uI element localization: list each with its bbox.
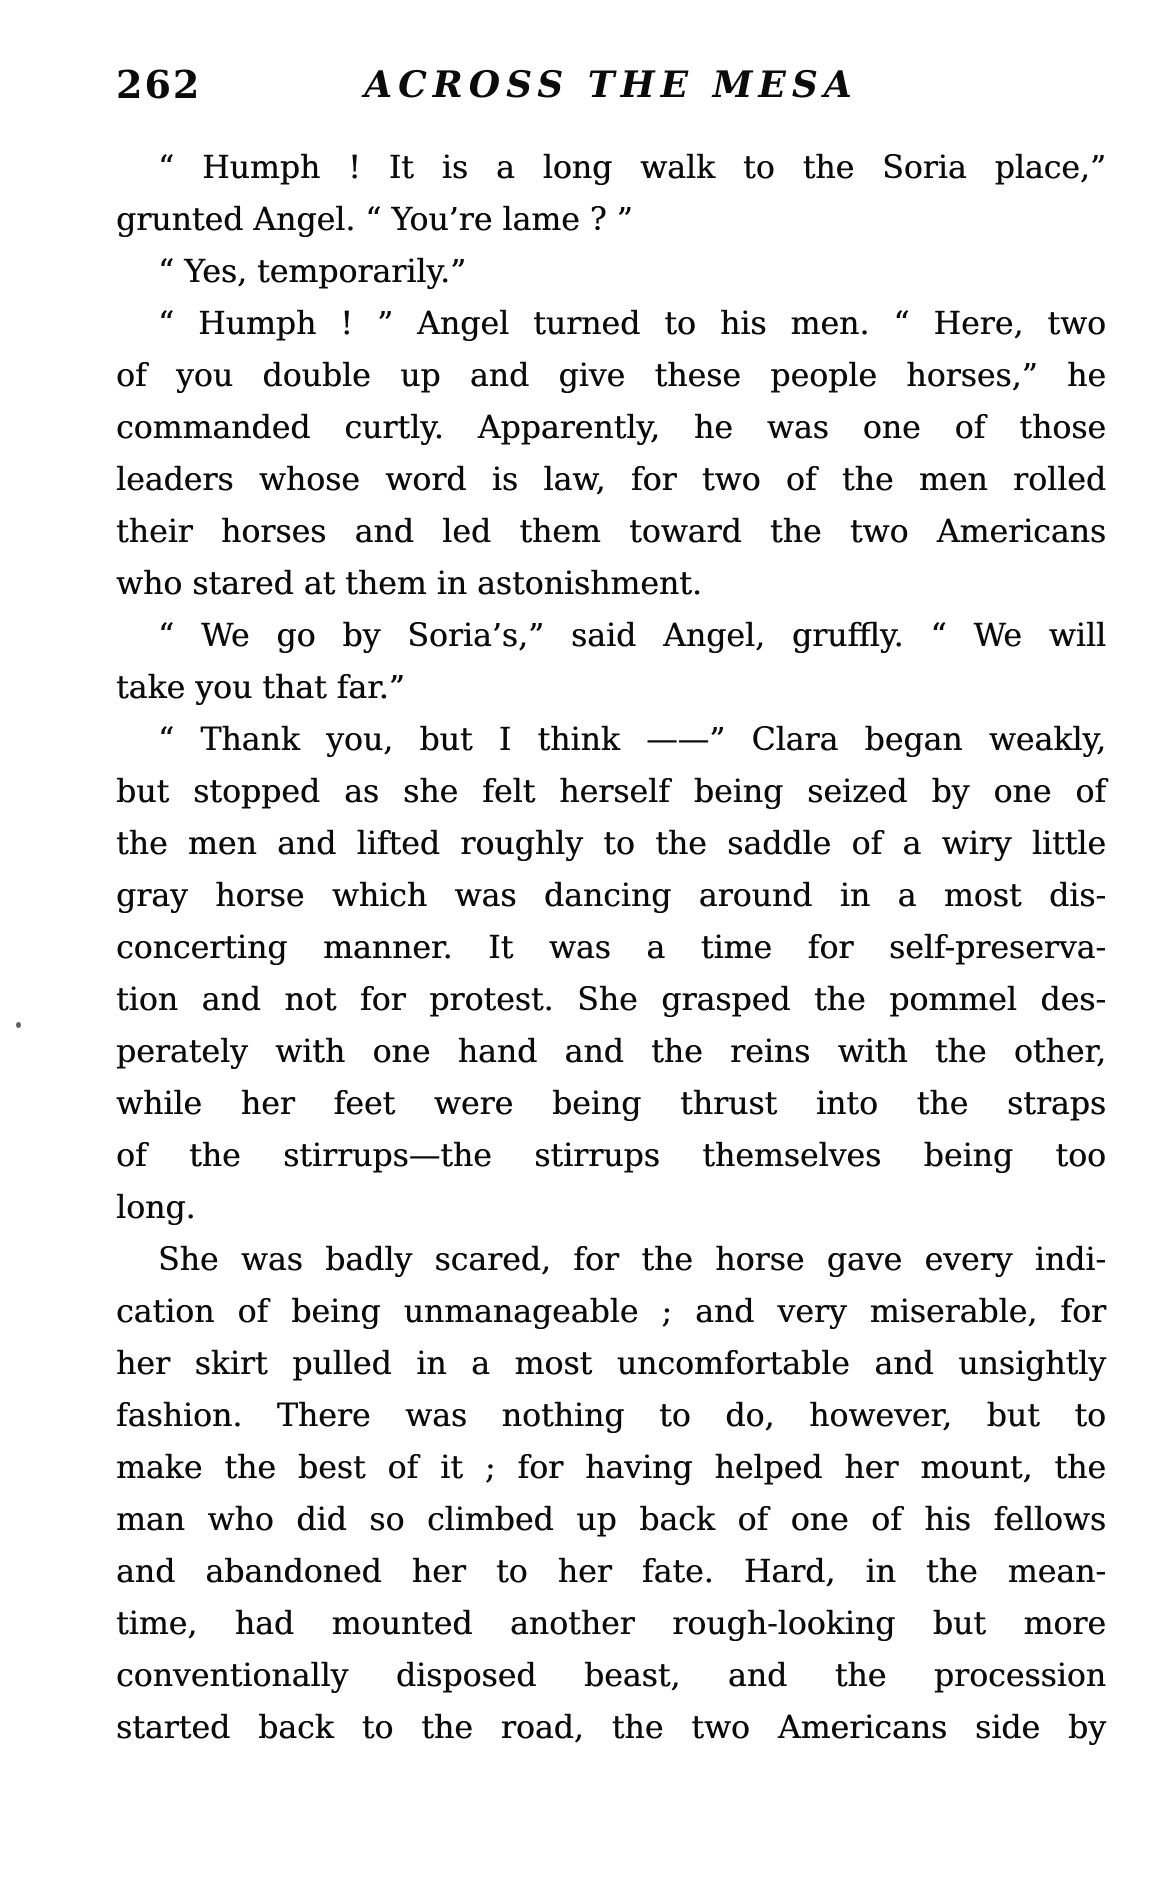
paragraph: [116, 246, 1106, 298]
text-line: She was badly scared, for the horse gave every indi-: [158, 1242, 1106, 1278]
paragraph: [116, 298, 1106, 610]
paragraph: [116, 142, 1106, 246]
page-number: 262: [116, 62, 202, 107]
text-line: “ Humph ! ” Angel turned to his men. “ Here, two: [158, 306, 1106, 342]
text-line: while her feet were being thrust into the straps: [116, 1086, 1106, 1122]
text-line: “ Yes, temporarily.”: [158, 254, 467, 290]
running-title: ACROSS THE MESA: [364, 64, 858, 106]
paragraph: [116, 1234, 1106, 1754]
text-line: “ Humph ! It is a long walk to the Soria place,”: [158, 150, 1106, 186]
text-line: of you double up and give these people horses,” he: [116, 358, 1106, 394]
text-line: but stopped as she felt herself being seized by one of: [116, 774, 1106, 810]
text-line: long.: [116, 1190, 196, 1226]
text-line: the men and lifted roughly to the saddle of a wiry little: [116, 826, 1106, 862]
text-line: grunted Angel. “ You’re lame ? ”: [116, 202, 633, 238]
text-line: and abandoned her to her fate. Hard, in the mean-: [116, 1554, 1106, 1590]
text-line: commanded curtly. Apparently, he was one of those: [116, 410, 1106, 446]
paragraph: [116, 714, 1106, 1234]
text-line: man who did so climbed up back of one of his fellows: [116, 1502, 1106, 1538]
text-line: who stared at them in astonishment.: [116, 566, 702, 602]
text-line: conventionally disposed beast, and the procession: [116, 1658, 1106, 1694]
text-line: time, had mounted another rough-looking but more: [116, 1606, 1106, 1642]
text-line: take you that far.”: [116, 670, 405, 706]
text-line: tion and not for protest. She grasped the pommel des-: [116, 982, 1106, 1018]
text-line: of the stirrups—the stirrups themselves being too: [116, 1138, 1106, 1174]
text-line: leaders whose word is law, for two of the men rolled: [116, 462, 1106, 498]
scan-speck-artifact: [16, 1022, 21, 1028]
text-line: “ Thank you, but I think ——” Clara began weakly,: [158, 722, 1106, 758]
text-line: her skirt pulled in a most uncomfortable and unsightly: [116, 1346, 1106, 1382]
paragraph: [116, 610, 1106, 714]
text-line: their horses and led them toward the two Americans: [116, 514, 1106, 550]
text-line: gray horse which was dancing around in a most dis-: [116, 878, 1106, 914]
text-line: perately with one hand and the reins with the other,: [116, 1034, 1106, 1070]
text-line: “ We go by Soria’s,” said Angel, gruffly. “ We will: [158, 618, 1106, 654]
running-header: [116, 60, 1106, 110]
text-line: cation of being unmanageable ; and very miserable, for: [116, 1294, 1106, 1330]
text-block: [116, 142, 1106, 1754]
text-line: fashion. There was nothing to do, however, but to: [116, 1398, 1106, 1434]
text-line: started back to the road, the two Americans side by: [116, 1710, 1106, 1746]
text-line: concerting manner. It was a time for self-preserva-: [116, 930, 1106, 966]
text-line: make the best of it ; for having helped her mount, the: [116, 1450, 1106, 1486]
